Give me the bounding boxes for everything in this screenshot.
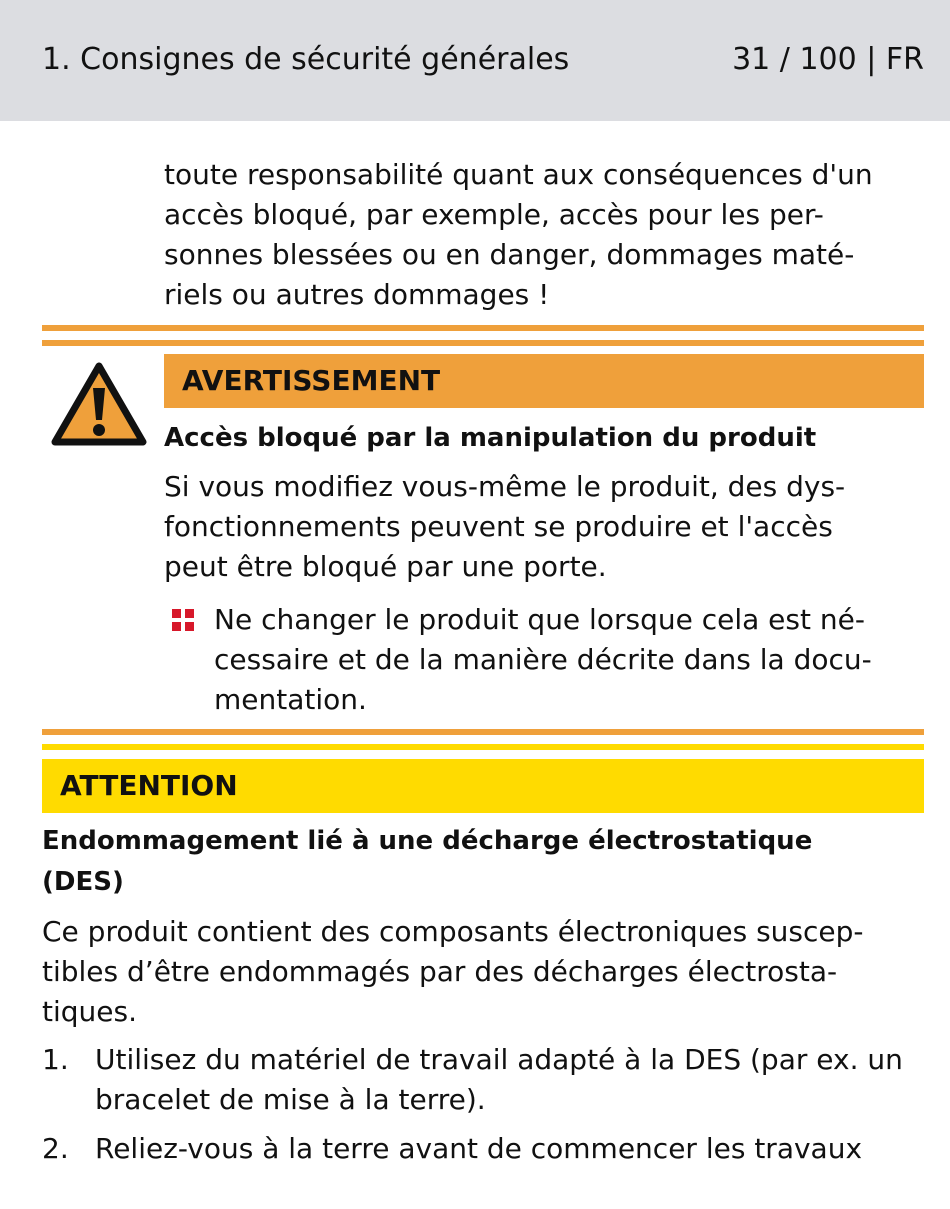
warning-bullet-item (214, 600, 872, 720)
step-number: 1. (42, 1043, 69, 1076)
caution-heading-continued: (DES) (42, 867, 124, 897)
step-number: 2. (42, 1132, 69, 1165)
page-header (0, 0, 950, 121)
warning-rule-top-second (42, 340, 924, 346)
warning-body-line: fonctionnements peuvent se produire et l'accès (164, 510, 833, 543)
warning-rule-top (42, 325, 924, 331)
page-number: 31 / 100 | FR (732, 42, 924, 77)
warning-bullet-line: Ne changer le produit que lorsque cela est né- (214, 603, 865, 636)
warning-bullet-line: cessaire et de la manière décrite dans la docu- (214, 643, 872, 676)
caution-signal-bar: ATTENTION (42, 759, 924, 813)
caution-body-line: tiques. (42, 995, 137, 1028)
step-item (95, 1040, 903, 1120)
section-title: 1. Consignes de sécurité générales (42, 42, 570, 77)
intro-line: sonnes blessées ou en danger, dommages maté- (164, 238, 855, 271)
step-line: bracelet de mise à la terre). (95, 1083, 486, 1116)
warning-body-line: Si vous modifiez vous-même le produit, des dys- (164, 470, 846, 503)
warning-body (164, 467, 845, 587)
warning-triangle-icon (50, 360, 148, 448)
intro-line: accès bloqué, par exemple, accès pour les per- (164, 198, 824, 231)
intro-line: riels ou autres dommages ! (164, 278, 550, 311)
warning-bullet-line: mentation. (214, 683, 367, 716)
caution-heading: Endommagement lié à une décharge électrostatique (42, 826, 813, 856)
warning-rule-bottom (42, 729, 924, 735)
red-square-bullet-icon (172, 609, 194, 631)
caution-body (42, 912, 864, 1032)
warning-signal-bar: AVERTISSEMENT (164, 354, 924, 408)
caution-rule-top (42, 744, 924, 750)
warning-heading: Accès bloqué par la manipulation du produit (164, 423, 817, 453)
caution-body-line: tibles d’être endommagés par des décharges électrosta- (42, 955, 838, 988)
warning-body-line: peut être bloqué par une porte. (164, 550, 607, 583)
step-line: Reliez-vous à la terre avant de commencer les travaux (95, 1132, 863, 1165)
step-item (95, 1129, 862, 1169)
caution-body-line: Ce produit contient des composants électroniques suscep- (42, 915, 864, 948)
intro-paragraph (164, 155, 873, 315)
intro-line: toute responsabilité quant aux conséquences d'un (164, 158, 873, 191)
step-line: Utilisez du matériel de travail adapté à la DES (par ex. un (95, 1043, 903, 1076)
